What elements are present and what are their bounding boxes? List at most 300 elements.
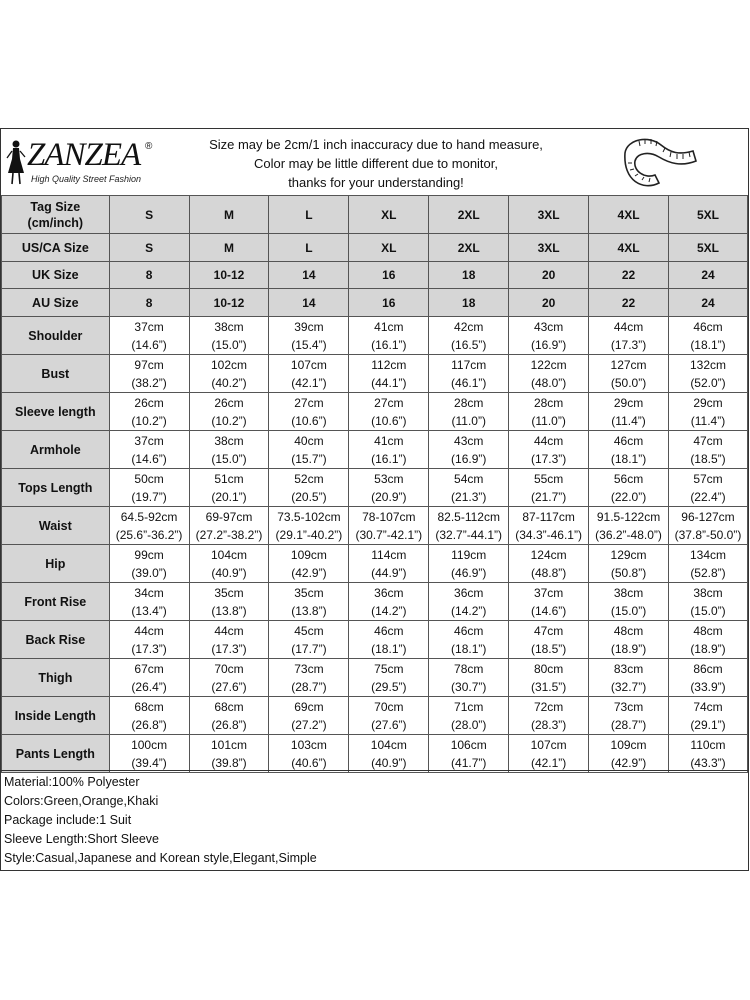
measurement-cell [189,583,269,621]
cm-value: 44cm [613,319,644,334]
measurement-cell [509,621,589,659]
size-cell: 18 [429,262,509,289]
size-cell: S [109,196,189,234]
inch-value: (40.9”) [371,755,407,770]
measurement-cell [668,469,747,507]
measurement-cell [109,621,189,659]
cm-value: 38cm [693,585,723,600]
measurement-cell [589,355,669,393]
cm-value: 50cm [134,471,164,486]
inch-value: (15.7”) [291,451,327,466]
inch-value: (16.1”) [371,337,407,352]
inch-value: (15.4”) [291,337,327,352]
cm-value: 35cm [214,585,244,600]
measurement-row [2,431,748,469]
cm-value: 87-117cm [522,509,575,524]
inch-value: (13.4”) [131,603,167,618]
cm-value: 35cm [294,585,324,600]
cm-value: 124cm [530,547,567,562]
inch-value: (17.3”) [610,337,647,352]
measurement-cell [589,583,669,621]
cm-value: 69cm [294,699,324,714]
measurement-cell [189,621,269,659]
cm-value: 86cm [693,661,723,676]
cm-value: 72cm [533,699,564,714]
measurement-cell [589,469,669,507]
size-cell: S [109,234,189,262]
measurement-row [2,507,748,545]
inch-value: (18.1”) [690,337,726,352]
inch-value: (29.5”) [371,679,407,694]
measurement-cell [589,545,669,583]
size-cell: 16 [349,289,429,317]
measurement-cell [668,393,747,431]
inch-value: (15.0”) [690,603,726,618]
measurement-row [2,659,748,697]
notice-line: Color may be little different due to monitor, [254,156,498,171]
measurement-cell [589,393,669,431]
inch-value: (15.0”) [211,451,247,466]
measurement-cell [189,431,269,469]
row-label: Sleeve length [2,393,110,431]
cm-value: 68cm [214,699,244,714]
cm-value: 28cm [533,395,564,410]
measurement-cell [109,317,189,355]
cm-value: 48cm [613,623,644,638]
size-cell: 10-12 [189,262,269,289]
cm-value: 46cm [454,623,484,638]
detail-material: Material:100% Polyester [4,775,140,789]
inch-value: (48.8”) [530,565,567,580]
inch-value: (16.1”) [371,451,407,466]
measurement-cell [668,545,747,583]
cm-value: 44cm [214,623,244,638]
cm-value: 37cm [134,319,164,334]
inch-value: (52.0”) [690,375,726,390]
cm-value: 29cm [613,395,644,410]
cm-value: 129cm [610,547,647,562]
measurement-row [2,393,748,431]
cm-value: 51cm [214,471,244,486]
cm-value: 99cm [134,547,164,562]
cm-value: 39cm [294,319,324,334]
cm-value: 26cm [134,395,164,410]
cm-value: 106cm [450,737,487,752]
row-label: Hip [2,545,110,583]
woman-silhouette-icon [5,139,27,185]
inch-value: (31.5”) [530,679,567,694]
notice-line: Size may be 2cm/1 inch inaccuracy due to hand measure, [209,137,543,152]
row-label: Inside Length [2,697,110,735]
size-cell: M [189,196,269,234]
cm-value: 54cm [454,471,484,486]
measurement-cell [269,697,349,735]
measurement-cell [189,355,269,393]
inch-value: (18.9”) [610,641,647,656]
measurement-cell [349,317,429,355]
size-cell: 20 [509,262,589,289]
cm-value: 38cm [214,433,244,448]
inch-value: (26.8”) [131,717,167,732]
cm-value: 26cm [214,395,244,410]
inch-value: (14.2”) [371,603,407,618]
inch-value: (44.1”) [371,375,407,390]
cm-value: 82.5-112cm [437,509,500,524]
cm-value: 48cm [693,623,723,638]
cm-value: 47cm [693,433,723,448]
inch-value: (52.8”) [690,565,726,580]
measurement-cell [269,583,349,621]
size-cell: M [189,234,269,262]
cm-value: 37cm [134,433,164,448]
measurement-cell [349,507,429,545]
measurement-cell [109,583,189,621]
inch-value: (25.6”-36.2”) [115,527,183,542]
cm-value: 132cm [689,357,726,372]
cm-value: 96-127cm [681,509,735,524]
cm-value: 29cm [693,395,723,410]
measurement-cell [429,621,509,659]
cm-value: 71cm [454,699,484,714]
measurement-cell [189,697,269,735]
inch-value: (42.1”) [530,755,567,770]
size-cell: 18 [429,289,509,317]
brand-tagline: High Quality Street Fashion [31,174,142,184]
cm-value: 114cm [371,547,407,562]
inch-value: (40.9”) [211,565,247,580]
cm-value: 44cm [533,433,564,448]
inch-value: (16.5”) [451,337,487,352]
cm-value: 104cm [370,737,407,752]
inch-value: (16.9”) [451,451,487,466]
measurement-row [2,355,748,393]
measurement-cell [668,735,747,773]
inch-value: (14.6”) [530,603,567,618]
inch-value: (42.9”) [610,755,647,770]
measurement-cell [269,507,349,545]
inch-value: (34.3”-46.1”) [515,527,582,542]
measurement-cell [269,355,349,393]
measurement-row [2,583,748,621]
size-cell: 14 [269,289,349,317]
inch-value: (13.8”) [211,603,247,618]
measurement-cell [349,583,429,621]
measurement-cell [269,393,349,431]
cm-value: 55cm [533,471,564,486]
cm-value: 56cm [613,471,644,486]
brand-logo [5,135,175,191]
size-header-row [2,262,748,289]
cm-value: 44cm [134,623,164,638]
size-cell: 14 [269,262,349,289]
notice-line: thanks for your understanding! [288,175,464,190]
cm-value: 70cm [214,661,244,676]
row-label: US/CA Size [2,234,110,262]
measurement-cell [589,659,669,697]
cm-value: 117cm [451,357,487,372]
inch-value: (29.1”-40.2”) [275,527,343,542]
inch-value: (17.3”) [211,641,247,656]
inch-value: (10.6”) [371,413,407,428]
measurement-cell [509,583,589,621]
inch-value: (20.5”) [291,489,327,504]
measurement-cell [189,317,269,355]
size-cell: 8 [109,262,189,289]
measurement-cell [509,393,589,431]
inch-value: (50.8”) [610,565,647,580]
measurement-cell [668,317,747,355]
size-header-row [2,289,748,317]
inch-value: (30.7”) [451,679,487,694]
measurement-cell [429,393,509,431]
size-cell: 4XL [589,234,669,262]
measurement-cell [109,545,189,583]
cm-value: 101cm [210,737,248,752]
cm-value: 68cm [134,699,164,714]
inch-value: (38.2”) [131,375,167,390]
size-cell: L [269,196,349,234]
inch-value: (15.0”) [211,337,247,352]
measurement-cell [509,735,589,773]
inch-value: (11.4”) [690,413,726,428]
cm-value: 104cm [210,547,248,562]
inch-value: (29.1”) [690,717,726,732]
cm-value: 40cm [294,433,324,448]
inch-value: (10.2”) [131,413,167,428]
measurement-cell [109,431,189,469]
cm-value: 45cm [294,623,324,638]
inch-value: (43.3”) [690,755,726,770]
measurement-cell [668,507,747,545]
measurement-cell [429,659,509,697]
size-cell: 5XL [668,196,747,234]
measurement-cell [589,735,669,773]
cm-value: 37cm [533,585,564,600]
measurement-cell [189,545,269,583]
inch-value: (48.0”) [530,375,567,390]
inch-value: (19.7”) [131,489,167,504]
cm-value: 109cm [610,737,647,752]
measurement-cell [589,431,669,469]
cm-value: 91.5-122cm [596,509,661,524]
cm-value: 78cm [454,661,484,676]
inch-value: (17.3”) [530,451,567,466]
size-cell: 2XL [429,234,509,262]
measurement-cell [589,507,669,545]
cm-value: 122cm [530,357,567,372]
size-cell: 10-12 [189,289,269,317]
measurement-cell [269,469,349,507]
measurement-row [2,697,748,735]
cm-value: 27cm [294,395,324,410]
size-cell: 3XL [509,196,589,234]
inch-value: (37.8”-50.0”) [674,527,742,542]
measurement-cell [189,469,269,507]
size-header-row [2,196,748,234]
cm-value: 69-97cm [205,509,253,524]
inch-value: (28.7”) [291,679,327,694]
inch-value: (36.2”-48.0”) [595,527,662,542]
measurement-cell [189,393,269,431]
cm-value: 36cm [374,585,404,600]
cm-value: 64.5-92cm [120,509,178,524]
measurement-cell [429,545,509,583]
measurement-cell [349,355,429,393]
measurement-cell [668,355,747,393]
size-cell: 2XL [429,196,509,234]
cm-value: 73cm [613,699,644,714]
inch-value: (18.5”) [530,641,567,656]
cm-value: 107cm [290,357,327,372]
inch-value: (14.2”) [451,603,487,618]
inch-value: (46.1”) [451,375,487,390]
inch-value: (18.5”) [690,451,726,466]
measurement-cell [189,735,269,773]
inch-value: (32.7”-44.1”) [435,527,503,542]
measurement-cell [109,393,189,431]
inch-value: (27.2”) [291,717,327,732]
cm-value: 119cm [451,547,487,562]
measurement-cell [589,697,669,735]
detail-package: Package include:1 Suit [4,813,132,827]
size-cell: 3XL [509,234,589,262]
measurement-cell [109,355,189,393]
inch-value: (50.0”) [610,375,647,390]
cm-value: 109cm [290,547,327,562]
inch-value: (46.9”) [451,565,487,580]
measurement-cell [349,697,429,735]
inch-value: (28.3”) [530,717,567,732]
cm-value: 100cm [131,737,168,752]
detail-style: Style:Casual,Japanese and Korean style,Elegant,Simple [4,851,317,865]
cm-value: 78-107cm [362,509,416,524]
measurement-cell [668,621,747,659]
measurement-cell [668,431,747,469]
inch-value: (39.4”) [131,755,167,770]
inch-value: (20.1”) [211,489,247,504]
cm-value: 52cm [294,471,324,486]
inch-value: (15.0”) [610,603,647,618]
inch-value: (10.2”) [211,413,247,428]
measurement-cell [189,507,269,545]
inch-value: (27.6”) [371,717,407,732]
measurement-cell [349,621,429,659]
cm-value: 46cm [613,433,644,448]
measurement-row [2,545,748,583]
cm-value: 80cm [533,661,564,676]
cm-value: 34cm [134,585,164,600]
measurement-cell [349,393,429,431]
measurement-cell [349,469,429,507]
inch-value: (41.7”) [451,755,487,770]
cm-value: 70cm [374,699,404,714]
row-label: Thigh [2,659,110,697]
detail-colors: Colors:Green,Orange,Khaki [4,794,159,808]
inch-value: (10.6”) [291,413,327,428]
cm-value: 43cm [533,319,564,334]
cm-value: 103cm [290,737,327,752]
row-label: Waist [2,507,110,545]
measurement-cell [668,697,747,735]
inch-value: (11.0”) [451,413,486,428]
measurement-cell [429,431,509,469]
cm-value: 75cm [374,661,404,676]
cm-value: 73.5-102cm [277,509,341,524]
inch-value: (13.8”) [291,603,327,618]
brand-registered-mark: ® [145,141,153,152]
measurement-cell [509,355,589,393]
cm-value: 41cm [374,433,404,448]
size-table [1,195,748,773]
measurement-cell [109,735,189,773]
cm-value: 36cm [454,585,484,600]
cm-value: 27cm [374,395,404,410]
inch-value: (30.7”-42.1”) [355,527,423,542]
measurement-cell [509,507,589,545]
row-label: Back Rise [2,621,110,659]
measurement-cell [589,621,669,659]
row-label: Armhole [2,431,110,469]
inch-value: (22.4”) [690,489,726,504]
measurement-row [2,317,748,355]
inch-value: (18.1”) [610,451,647,466]
measurement-cell [429,355,509,393]
measurement-cell [269,431,349,469]
inch-value: (26.4”) [131,679,167,694]
measurement-cell [349,431,429,469]
cm-value: 43cm [454,433,484,448]
row-label: Bust [2,355,110,393]
measurement-cell [269,659,349,697]
measurement-cell [269,317,349,355]
measuring-tape-icon [619,131,699,193]
measurement-cell [668,583,747,621]
size-cell: 24 [668,262,747,289]
cm-value: 47cm [533,623,564,638]
cm-value: 102cm [210,357,248,372]
measurement-cell [269,545,349,583]
cm-value: 112cm [371,357,407,372]
cm-value: 74cm [693,699,723,714]
size-cell: 8 [109,289,189,317]
inch-value: (32.7”) [610,679,647,694]
cm-value: 83cm [613,661,644,676]
cm-value: 46cm [693,319,723,334]
measurement-cell [429,697,509,735]
measurement-cell [668,659,747,697]
inch-value: (26.8”) [211,717,247,732]
size-cell: 22 [589,262,669,289]
cm-value: 38cm [214,319,244,334]
inch-value: (28.0”) [451,717,487,732]
inch-value: (44.9”) [371,565,407,580]
size-cell: 20 [509,289,589,317]
inch-value: (39.8”) [211,755,247,770]
inch-value: (18.1”) [451,641,487,656]
measurement-notice [181,135,571,192]
cm-value: 46cm [374,623,404,638]
row-label: Shoulder [2,317,110,355]
cm-value: 97cm [134,357,164,372]
size-header-row [2,234,748,262]
inch-value: (14.6”) [131,337,167,352]
inch-value: (42.9”) [291,565,327,580]
size-cell: 4XL [589,196,669,234]
measurement-cell [429,735,509,773]
brand-name: ZANZEA [27,137,141,173]
size-cell: L [269,234,349,262]
size-cell: 24 [668,289,747,317]
